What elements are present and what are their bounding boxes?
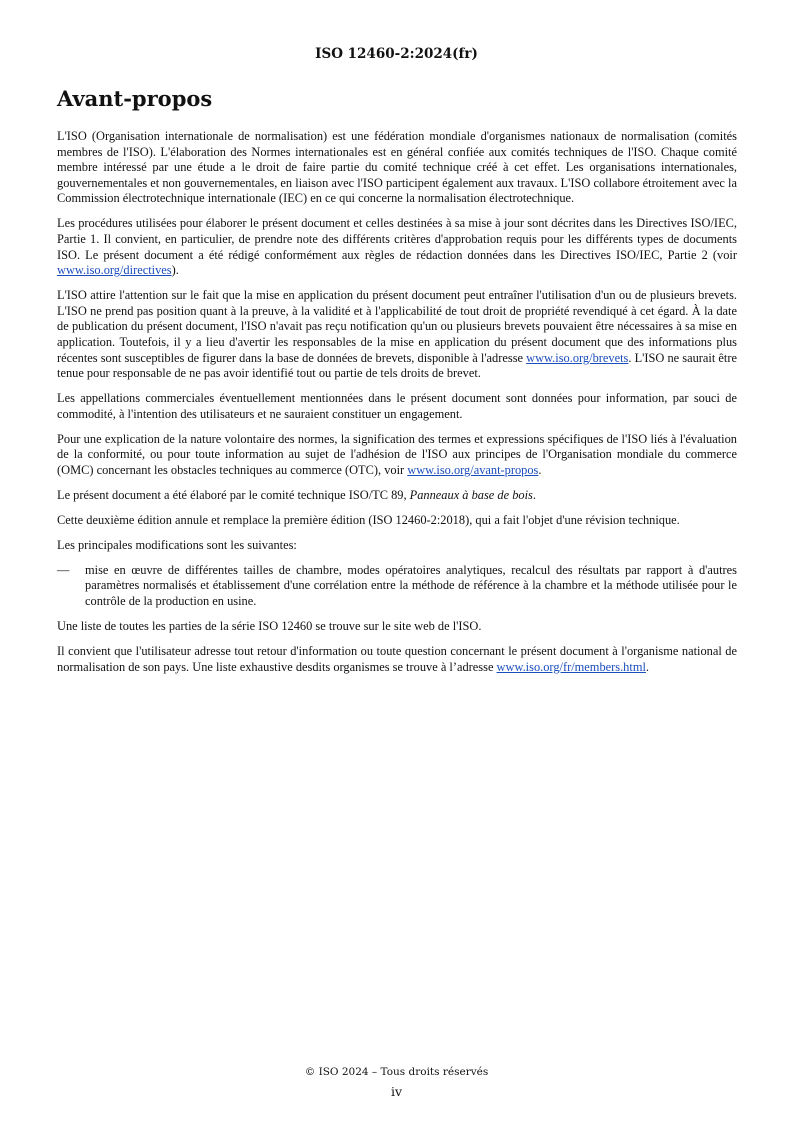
- paragraph-changes-intro: Les principales modifications sont les suivantes:: [57, 537, 297, 552]
- paragraph-procedures-end: ).: [171, 263, 179, 278]
- directives-link[interactable]: www.iso.org/directives: [57, 263, 172, 278]
- document-identifier: ISO 12460-2:2024(fr): [315, 46, 478, 62]
- paragraph-voluntary-text: Pour une explication de la nature volontaire des normes, la signification des termes et expressions spécifiques de l'ISO liés à l'évaluation de la conformité, ou pour toute information au sujet de l'adhésion de l'ISO aux principes de l'Organisation mondiale du commerce (OMC) concernant les obstacles techniques au commerce (OTC), voir: [57, 431, 737, 477]
- paragraph-procedures-text: Les procédures utilisées pour élaborer le présent document et celles destinées à sa mise à jour sont décrites dans les Directives ISO/IEC, Partie 1. Il convient, en particulier, de prendre note des différents critères d'approbation requis pour les différents types de documents ISO. Le présent document a été rédigé conformément aux règles de rédaction données dans les Directives ISO/IEC, Partie 2 (voir: [57, 216, 737, 262]
- paragraph-committee-text: Le présent document a été élaboré par le comité technique ISO/TC 89,: [57, 487, 410, 502]
- paragraph-committee-end: .: [532, 487, 536, 502]
- paragraph-trade-names: Les appellations commerciales éventuellement mentionnées dans le présent document sont données pour information, par souci de commodité, à l'intention des utilisateurs et ne sauraient constituer un engagement.: [57, 391, 737, 421]
- paragraph-voluntary-end: .: [538, 462, 542, 477]
- paragraph-feedback: [57, 644, 737, 675]
- paragraph-procedures: [57, 216, 737, 278]
- paragraph-series-list: Une liste de toutes les parties de la série ISO 12460 se trouve sur le site web de l'ISO.: [57, 618, 482, 633]
- copyright-footer: © ISO 2024 – Tous droits réservés: [304, 1066, 489, 1078]
- page-title: Avant-propos: [57, 86, 213, 111]
- paragraph-feedback-end: .: [645, 659, 650, 674]
- committee-title: Panneaux à base de bois: [409, 487, 533, 502]
- foreword-body: [57, 129, 737, 685]
- members-link[interactable]: www.iso.org/fr/members.html: [496, 659, 646, 674]
- paragraph-committee: [57, 488, 737, 504]
- paragraph-voluntary-nature: [57, 432, 737, 479]
- paragraph-patents-text: L'ISO attire l'attention sur le fait que la mise en application du présent document peut entraîner l'utilisation d'un ou de plusieurs brevets. L'ISO ne prend pas position quant à la preuve, à la validité et à l'applicabilité de tout droit de propriété revendiqué à cet égard. À la date de publication du présent document, l'ISO n'avait pas reçu notification qu'un ou plusieurs brevets pouvaient être nécessaires à sa mise en application. Toutefois, il y a lieu d'avertir les responsables de la mise en application du présent document que des informations plus récentes sont susceptibles de figurer dans la base de données de brevets, disponible à l'adresse: [57, 288, 737, 365]
- paragraph-patents: [57, 288, 737, 382]
- page-number: iv: [390, 1084, 403, 1099]
- foreword-link[interactable]: www.iso.org/avant-propos: [407, 462, 539, 477]
- dash-bullet: —: [57, 562, 70, 577]
- paragraph-edition: Cette deuxième édition annule et remplace la première édition (ISO 12460-2:2018), qui a fait l'objet d'une révision technique.: [57, 512, 680, 527]
- paragraph-feedback-text: Il convient que l'utilisateur adresse tout retour d'information ou toute question concernant le présent document à l'organisme national de normalisation de son pays. Une liste exhaustive desdits organismes se trouve à l’adresse: [57, 643, 737, 674]
- list-item: [57, 563, 737, 610]
- paragraph-iso-intro: L'ISO (Organisation internationale de normalisation) est une fédération mondiale d'organismes nationaux de normalisation (comités membres de l'ISO). L'élaboration des Normes internationales est en général confiée aux comités techniques de l'ISO. Chaque comité membre intéressé par une étude a le droit de faire partie du comité technique créé à cet effet. Les organisations internationales, gouvernementales et non gouvernementales, en liaison avec l'ISO participent également aux travaux. L'ISO collabore étroitement avec la Commission électrotechnique internationale (IEC) en ce qui concerne la normalisation électrotechnique.: [57, 129, 737, 206]
- list-item-text: mise en œuvre de différentes tailles de chambre, modes opératoires analytiques, recalcul des résultats par rapport à d'autres paramètres normalisés et établissement d'une corrélation entre la méthode de référence à la chambre et la méthode utilisée pour le contrôle de la production en usine.: [85, 562, 737, 608]
- paragraph-patents-end: . L'ISO ne saurait être tenue pour responsable de ne pas avoir identifié tout ou partie de tels droits de brevet.: [57, 350, 737, 381]
- patents-link[interactable]: www.iso.org/brevets: [526, 350, 629, 365]
